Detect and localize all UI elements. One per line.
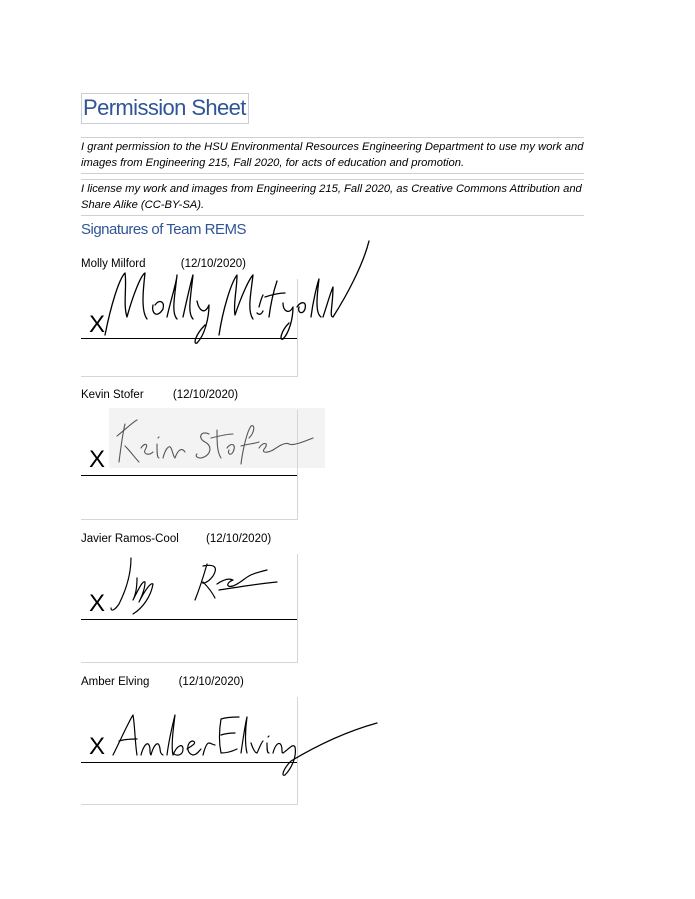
signature-block-molly <box>81 257 481 382</box>
signature-block-amber <box>81 675 481 810</box>
signature-line <box>81 619 297 620</box>
signature-date: (12/10/2020) <box>172 389 239 401</box>
signer-name: Amber Elving <box>81 676 150 688</box>
signature-x-mark: X <box>89 311 106 338</box>
signer-name: Javier Ramos-Cool <box>81 533 179 545</box>
handwritten-signature-kevin-image <box>113 412 323 472</box>
permission-paragraph: I grant permission to the HSU Environmental Resources Engineering Department to use my work and images from Engineering 215, Fall 2020, for acts of education and promotion. <box>81 137 584 174</box>
license-paragraph: I license my work and images from Engineering 215, Fall 2020, as Creative Commons Attribution and Share Alike (CC-BY-SA). <box>81 179 584 216</box>
signer-label <box>81 532 271 546</box>
signer-label <box>81 675 244 689</box>
signature-line <box>81 475 297 476</box>
handwritten-signature-amber-image <box>111 709 381 779</box>
signature-date: (12/10/2020) <box>205 533 272 545</box>
signature-x-mark: X <box>89 590 106 617</box>
signature-x-mark: X <box>89 733 106 760</box>
page-title: Permission Sheet <box>81 93 249 124</box>
handwritten-signature-molly-image <box>101 235 371 350</box>
signer-name: Kevin Stofer <box>81 389 144 401</box>
signature-date: (12/10/2020) <box>178 676 244 688</box>
signature-x-mark: X <box>89 446 106 473</box>
signature-block-javier <box>81 532 481 667</box>
signatures-heading: Signatures of Team REMS <box>81 221 246 238</box>
signer-name: Molly Milford <box>81 258 146 270</box>
signature-block-kevin <box>81 388 481 523</box>
signature-date: (12/10/2020) <box>180 258 246 270</box>
handwritten-signature-javier-image <box>109 554 299 616</box>
signer-label <box>81 388 238 402</box>
